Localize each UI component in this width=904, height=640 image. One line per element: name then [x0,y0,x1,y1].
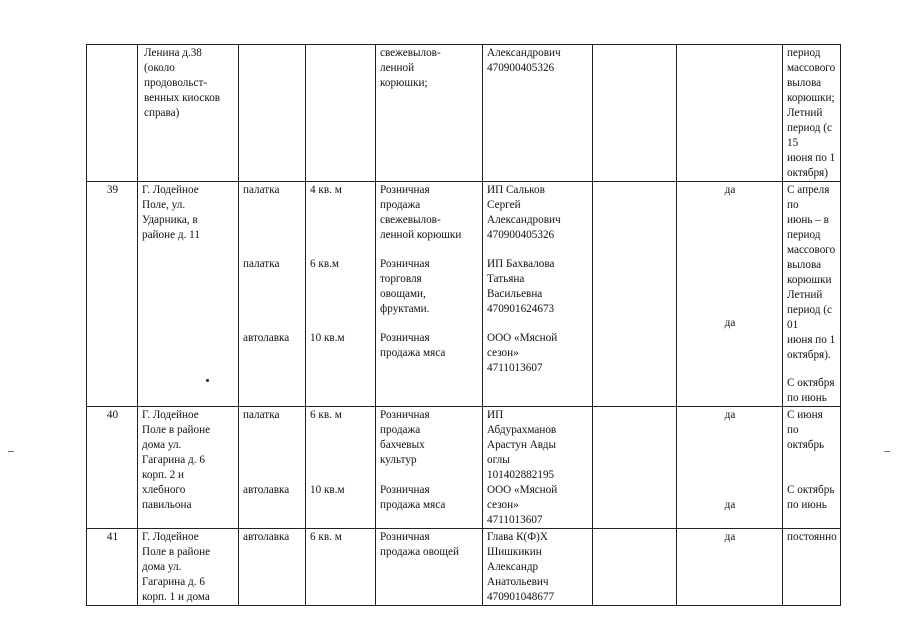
area-item: 6 кв.м [310,258,339,270]
left-margin-mark [8,451,14,452]
period-cell [783,182,841,407]
activity-item: Розничная продажа мяса [380,484,446,511]
table-row [87,182,841,407]
owner-cell [483,407,593,529]
period-item: С июня по октябрь [787,409,825,451]
flag-item: да [724,499,736,511]
activity-cell: свежевылов- ленной корюшки; [376,45,483,182]
object-type-item: автолавка [243,332,290,344]
table-row [87,529,841,606]
period-cell [783,407,841,529]
activity-cell: Розничная продажа овощей [376,529,483,606]
area-item: 4 кв. м [310,184,342,196]
area-item: 10 кв.м [310,332,345,344]
address-cell: Г. Лодейное Поле, ул. Ударника, в районе д. 11 [138,182,239,407]
activity-item: Розничная продажа свежевылов- ленной корюшки [380,184,462,241]
object-type-item: палатка [243,184,280,196]
row-number: 41 [87,529,138,606]
empty-cell [593,529,677,606]
empty-cell [593,407,677,529]
area-cell [306,182,376,407]
activity-cell [376,182,483,407]
address-cell: Г. Лодейное Поле в районе дома ул. Гагарина д. 6 корп. 2 и хлебного павильона [138,407,239,529]
trade-places-table [86,44,841,606]
row-number [87,45,138,182]
flag-item: да [724,317,736,329]
object-type-cell [239,407,306,529]
stray-dot-mark [206,379,209,382]
area-item: 6 кв. м [310,409,342,421]
activity-item: Розничная продажа бахчевых культур [380,409,430,466]
area-cell [306,407,376,529]
row-number: 40 [87,407,138,529]
object-type-cell [239,182,306,407]
period-cell: период массового вылова корюшки; Летний период (с 15 июня по 1 октября) [783,45,841,182]
period-cell: постоянно [783,529,841,606]
right-margin-mark [884,451,890,452]
object-type-item: автолавка [243,484,290,496]
table-row [87,407,841,529]
owner-item: ИП Абдурахманов Арастун Авды оглы 101402882195 [487,409,557,481]
address-cell: Ленина д.38 (около продовольст- венных киосков справа) [138,45,239,182]
object-type-cell [239,45,306,182]
empty-cell [593,45,677,182]
address-cell: Г. Лодейное Поле в районе дома ул. Гагарина д. 6 корп. 1 и дома [138,529,239,606]
flag-cell: да [677,529,783,606]
flag-item: да [724,409,736,421]
area-cell [306,45,376,182]
owner-item: ООО «Мясной сезон» 4711013607 [487,332,558,374]
owner-item: ООО «Мясной сезон» 4711013607 [487,484,558,526]
object-type-item: палатка [243,258,280,270]
empty-cell [593,182,677,407]
owner-item: ИП Сальков Сергей Александрович 470900405326 [487,184,561,241]
table-row [87,45,841,182]
row-number: 39 [87,182,138,407]
flag-cell [677,407,783,529]
activity-item: Розничная продажа мяса [380,332,446,359]
activity-cell [376,407,483,529]
area-cell: 6 кв. м [306,529,376,606]
owner-item: ИП Бахвалова Татьяна Васильевна 470901624673 [487,258,555,315]
owner-cell: Глава К(Ф)Х Шишкикин Александр Анатольевич 470901048677 [483,529,593,606]
owner-cell: Александрович 470900405326 [483,45,593,182]
area-item: 10 кв.м [310,484,345,496]
object-type-cell: автолавка [239,529,306,606]
object-type-item: палатка [243,409,280,421]
period-item: С апреля по июнь – в период массового вылова корюшки Летний период (с 01 июня по 1 октября). [787,184,836,361]
flag-item: да [724,184,736,196]
owner-cell [483,182,593,407]
flag-cell [677,182,783,407]
period-item: С октября по июнь [787,377,835,404]
period-item: С октябрь по июнь [787,484,835,511]
flag-cell [677,45,783,182]
activity-item: Розничная торговля овощами, фруктами. [380,258,430,315]
